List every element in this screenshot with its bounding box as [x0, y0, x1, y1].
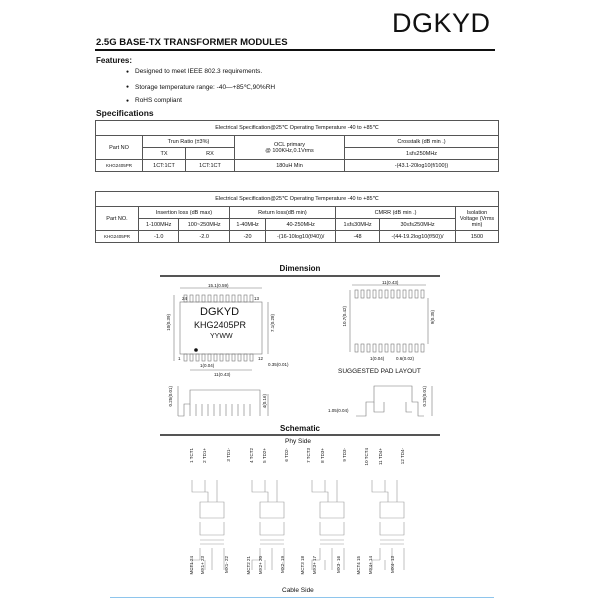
isolation-header: Isolation Voltage (Vrms min) — [456, 207, 499, 231]
side-view-drawing: 0.25(0.01) 4(0.16) 1.05(0.04) 0.25(0.01) — [160, 380, 440, 422]
specifications-heading: Specifications — [96, 108, 154, 118]
cable-pin: MCT3 18 — [300, 556, 305, 575]
cmrr-header: CMRR (dB min .) — [336, 207, 456, 219]
table-caption: Electrical Specification@25℃ Operating Temperature -40 to +85℃ — [96, 121, 499, 136]
phy-pin: 8 TD3+ — [320, 448, 325, 463]
cable-pin: MX2+ 20 — [258, 556, 263, 575]
schematic-heading: Schematic — [279, 424, 321, 433]
cable-pin: MX4+ 14 — [368, 556, 373, 575]
rx-header: RX — [186, 148, 235, 160]
crosstalk-header: Crosstalk (dB min .) — [345, 136, 499, 148]
phy-pin: 4 TCT2 — [249, 448, 254, 463]
package-date-code: YYWW — [210, 333, 233, 340]
phy-pin: 5 TD2+ — [262, 448, 267, 463]
feature-item: ● Storage temperature range: -40—+85℃,90%RH — [135, 83, 275, 91]
spec-table-2: Electrical Specification@25℃ Operating Temperature -40 to +85℃ Part NO. Insertion loss (dB max) Return loss(dB min) CMRR (dB min .) Isolation Voltage (Vrms min) 1-100MHz 100~250MHz 1-40MHz 40-250MHz 1≤f≤30MHz 30≤f≤250MHz KHG2405PR -1.0 -2.0 -20 -(16-10log10(f/40))/ -48 -(44-19.2log10(f/50))/ 1500 — [95, 191, 499, 243]
phy-pin: 12 TD4- — [400, 448, 405, 465]
phy-pin: 11 TD4+ — [378, 448, 383, 465]
insertion-loss-header: Insertion loss (dB max) — [139, 207, 230, 219]
crosstalk-range: 1≤f≤250MHz — [345, 148, 499, 160]
phy-side-label: Phy Side — [285, 438, 312, 445]
phy-pin: 7 TCT3 — [306, 448, 311, 463]
cable-pin: MX3- 16 — [336, 556, 341, 574]
cable-side-label: Cable Side — [282, 587, 314, 594]
cable-pin: MCT1 24 — [189, 556, 194, 575]
cable-pin: MX4- 13 — [390, 556, 395, 574]
pad-layout-drawing: 11(0.43) 10.7(0.42) 9(0.35) 1(0.04) 0.6(0.02) SUGGESTED PAD LAYOUT — [338, 280, 435, 375]
cable-pin: MCT2 21 — [246, 556, 251, 575]
feature-item: ● RoHS compliant — [135, 97, 182, 104]
title-divider — [95, 49, 495, 51]
phy-pin: 3 TD1- — [226, 448, 231, 462]
feature-item: ● Designed to meet IEEE 802.3 requirements. — [135, 68, 262, 75]
footer-divider — [110, 597, 494, 598]
features-heading: Features: — [96, 56, 133, 65]
spec-table-1 — [95, 120, 499, 172]
phy-pin: 10 TCT4 — [364, 448, 369, 466]
package-brand: DGKYD — [200, 306, 240, 318]
part-no-header: Part NO — [96, 136, 143, 160]
phy-pin: 2 TD1+ — [202, 448, 207, 463]
cable-pin: MX3+ 17 — [312, 556, 317, 575]
cable-pin: MCT4 15 — [356, 556, 361, 575]
part-no-header: Part NO. — [96, 207, 139, 231]
table-row: KHG2405PR 1CT:1CT 1CT:1CT 180uH Min -(43.1-20log10(f/100)) — [96, 160, 499, 172]
cable-pin: MX2- 19 — [280, 556, 285, 574]
brand-logo: DGKYD — [392, 8, 491, 38]
schematic-divider — [160, 434, 440, 436]
table-row: KHG2405PR -1.0 -2.0 -20 -(16-10log10(f/40))/ -48 -(44-19.2log10(f/50))/ 1500 — [96, 231, 499, 243]
dimension-divider — [160, 275, 440, 277]
page-title: 2.5G BASE-TX TRANSFORMER MODULES — [96, 37, 288, 48]
return-loss-header: Return loss(dB min) — [229, 207, 335, 219]
turn-ratio-header: Trun Ratio (±3%) — [143, 136, 235, 148]
dimension-heading: Dimension — [279, 264, 321, 273]
table-caption: Electrical Specification@25℃ Operating Temperature -40 to +85℃ — [96, 192, 499, 207]
pad-layout-caption: SUGGESTED PAD LAYOUT — [338, 368, 421, 375]
package-part: KHG2405PR — [194, 320, 247, 330]
phy-pin: 6 TD2- — [284, 448, 289, 462]
phy-pin: 9 TD3- — [342, 448, 347, 462]
ocl-header: OCL primary @ 100KHz,0.1Vrms — [235, 136, 345, 160]
schematic-diagram — [180, 440, 440, 590]
package-drawing: 15.1(0.59) DGKYD KHG2405PR YYWW 24 13 1 12 10(0.39) 7.1(0.28) 1(0.04) 0.35(0.01) 11(0.43) — [166, 283, 289, 377]
cable-pin: MX1- 22 — [224, 556, 229, 574]
cable-pin: MX1+ 23 — [200, 556, 205, 575]
tx-header: TX — [143, 148, 186, 160]
phy-pin: 1 TCT1 — [189, 448, 194, 463]
